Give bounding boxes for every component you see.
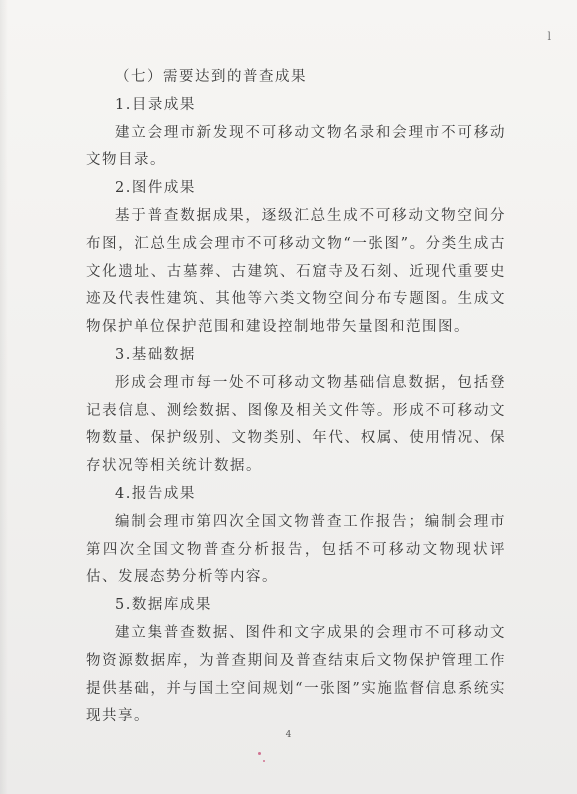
item-heading-maps: 2.图件成果 [115, 180, 196, 197]
item-heading-basic-data: 3.基础数据 [115, 346, 196, 363]
corner-mark: l [547, 30, 551, 43]
item-heading-catalog: 1.目录成果 [115, 96, 196, 113]
item-body-basic-data: 形成会理市每一处不可移动文物基础信息数据，包括登记表信息、测绘数据、图像及相关文件等。形成不可移动文物数量、保护级别、文物类别、年代、权属、使用情况、保存状况等相关统计数据。 [86, 374, 506, 475]
item-heading-database: 5.数据库成果 [115, 597, 212, 614]
item-body-reports: 编制会理市第四次全国文物普查工作报告；编制会理市第四次全国文物普查分析报告，包括不可移动文物现状评估、发展态势分析等内容。 [86, 513, 506, 586]
document-body [86, 64, 506, 731]
item-body-database: 建立集普查数据、图件和文字成果的会理市不可移动文物资源数据库，为普查期间及普查结束后文物保护管理工作提供基础，并与国土空间规划“一张图”实施监督信息系统实现共享。 [86, 624, 506, 725]
page-number: 4 [285, 730, 292, 740]
scan-speck [258, 752, 261, 755]
scan-speck [263, 760, 265, 762]
item-heading-reports: 4.报告成果 [115, 485, 196, 502]
scan-edge-shadow [0, 0, 8, 794]
section-title: （七）需要达到的普查成果 [115, 69, 307, 85]
item-body-maps: 基于普查数据成果，逐级汇总生成不可移动文物空间分布图，汇总生成会理市不可移动文物“一张图”。分类生成古文化遗址、古墓葬、古建筑、石窟寺及石刻、近现代重要史迹及代表性建筑、其他等六类文物空间分布专题图。生成文物保护单位保护范围和建设控制地带矢量图和范围图。 [86, 207, 506, 336]
item-body-catalog: 建立会理市新发现不可移动文物名录和会理市不可移动文物目录。 [86, 124, 506, 169]
